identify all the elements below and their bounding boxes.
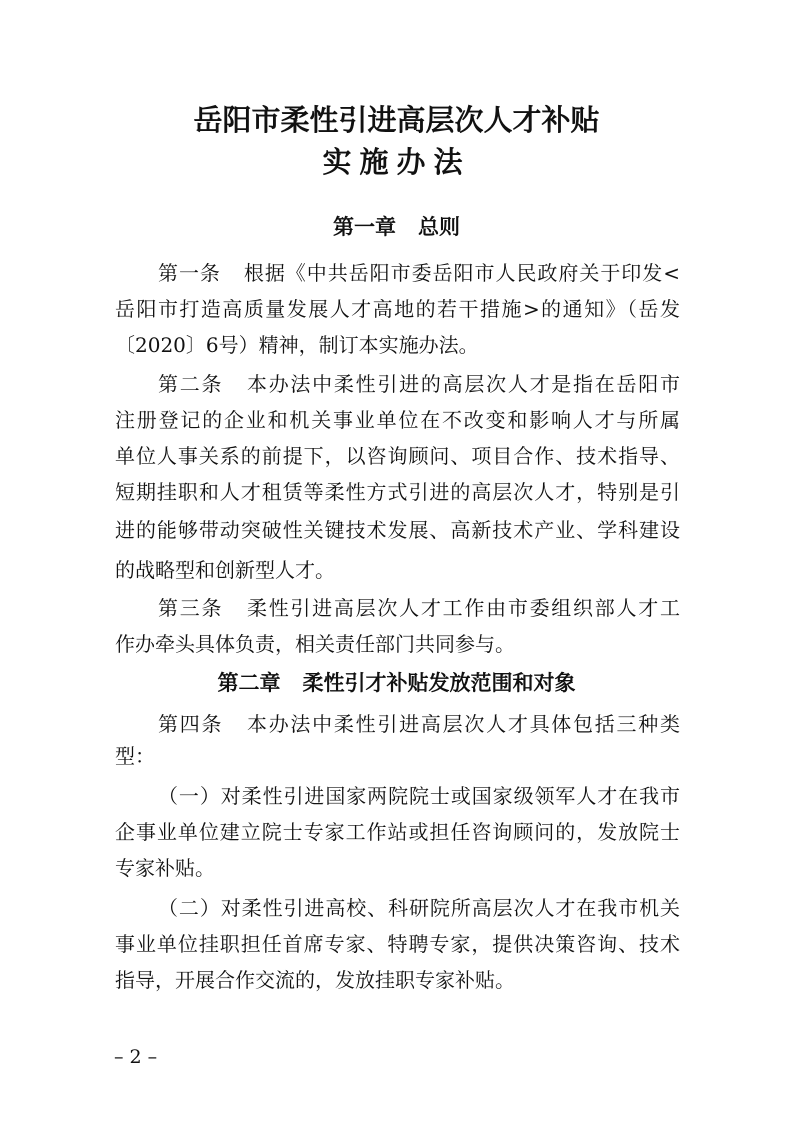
document-title-line1: 岳阳市柔性引进高层次人才补贴 [193,103,600,137]
article-1-label: 第一条 [158,261,221,285]
chapter-2-heading [0,673,793,694]
item-1-line-3: 专家补贴。 [115,856,215,880]
item-2-line-1: （二）对柔性引进高校、科研院所高层次人才在我市机关 [158,896,680,920]
article-2-line-4: 短期挂职和人才租赁等柔性方式引进的高层次人才，特别是引 [115,480,680,504]
article-2-label: 第二条 [158,372,224,396]
article-2-line-2: 注册登记的企业和机关事业单位在不改变和影响人才与所属 [115,408,680,432]
article-2-line-3: 单位人事关系的前提下，以咨询顾问、项目合作、技术指导、 [115,444,680,468]
item-1-line-2: 企事业单位建立院士专家工作站或担任咨询顾问的，发放院士 [115,820,680,844]
article-3-line-2: 作办牵头具体负责，相关责任部门共同参与。 [115,632,515,656]
chapter-1-heading [0,217,793,238]
article-4-line-2: 型： [115,744,155,768]
article-1-text-1: 根据《中共岳阳市委岳阳市人民政府关于印发< [242,261,680,285]
chapter-2-name: 柔性引才补贴发放范围和对象 [302,671,576,695]
document-title-line2: 实施办法 [322,145,471,179]
page-number: – 2 – [114,1046,158,1068]
article-2-line-5: 进的能够带动突破性关键技术发展、高新技术产业、学科建设 [115,518,680,542]
chapter-1-label: 第一章 [333,215,396,239]
article-4-line-1 [158,714,680,734]
item-2-line-3: 指导，开展合作交流的，发放挂职专家补贴。 [115,968,515,992]
article-4-text-1: 本办法中柔性引进高层次人才具体包括三种类 [245,712,681,736]
item-1-line-1: （一）对柔性引进国家两院院士或国家级领军人才在我市 [158,784,680,808]
article-2-line-6: 的战略型和创新型人才。 [115,558,335,582]
article-3-text-1: 柔性引进高层次人才工作由市委组织部人才工 [245,596,681,620]
article-1-line-3: 〔2020〕6号）精神，制订本实施办法。 [115,333,479,357]
item-2-line-2: 事业单位挂职担任首席专家、特聘专家，提供决策咨询、技术 [115,932,680,956]
article-3-line-1 [158,598,680,618]
article-2-text-1: 本办法中柔性引进的高层次人才是指在岳阳市 [245,372,681,396]
article-3-label: 第三条 [158,596,224,620]
chapter-1-name: 总则 [418,215,460,239]
article-2-line-1 [158,374,680,394]
article-1-line-2: 岳阳市打造高质量发展人才高地的若干措施>的通知》（岳发 [115,297,680,321]
chapter-2-label: 第二章 [217,671,281,695]
article-4-label: 第四条 [158,712,224,736]
article-1-line-1 [158,263,680,283]
